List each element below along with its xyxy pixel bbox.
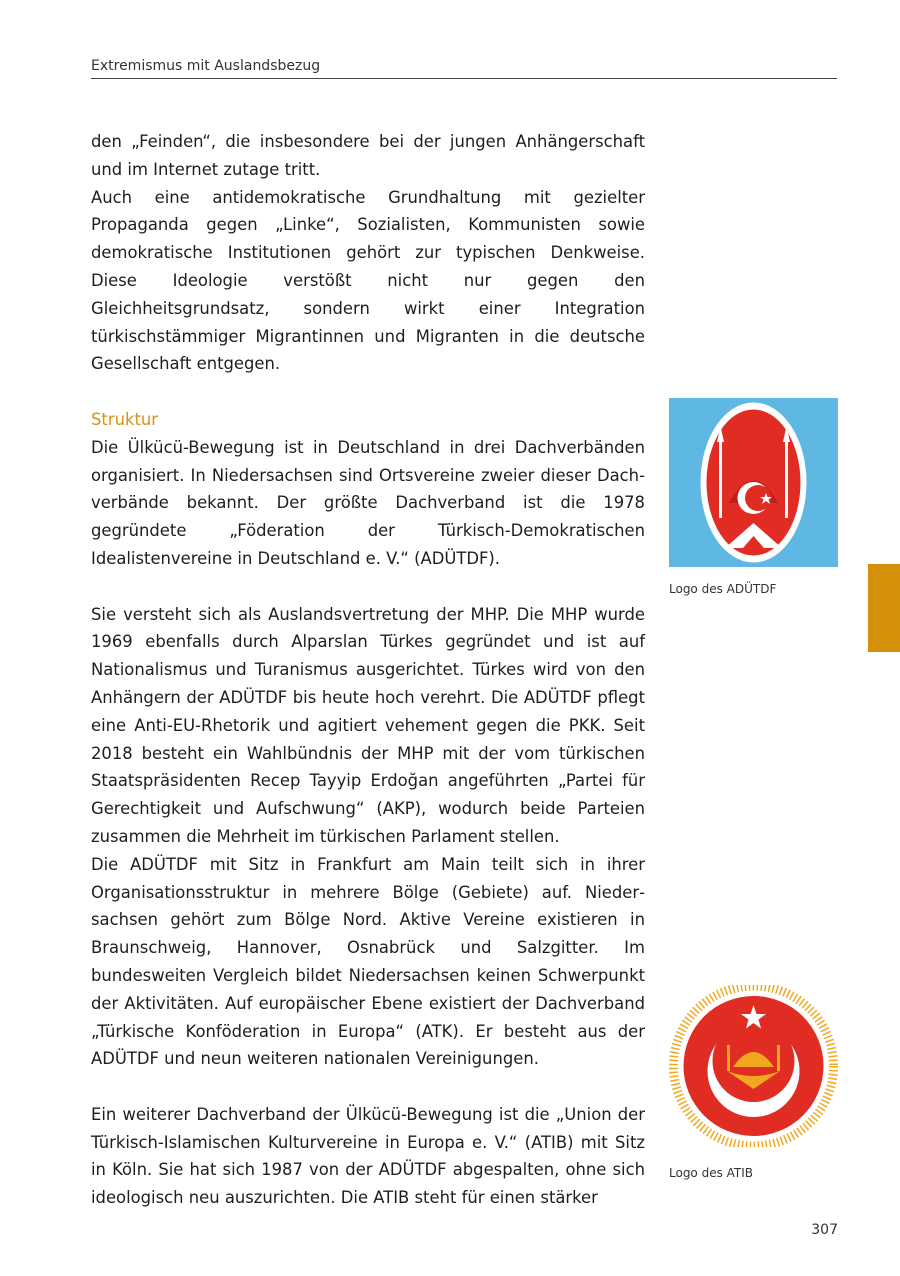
- paragraph-6: Ein weiterer Dachverband der Ülkücü-Bewegung ist die „Union der Türkisch-Islamischen Kulturvereine in Europa e. V.“ (ATIB) mit Sitz in Köln. Sie hat sich 1987 von der ADÜTDF abgespalten, ohne sich ideologisch neu auszurichten. Die ATIB steht für einen stärker: [91, 1104, 645, 1208]
- paragraph-gap: [91, 1073, 645, 1101]
- paragraph-gap: [91, 573, 645, 601]
- paragraph-2: Auch eine antidemokratische Grundhaltung mit gezielter Propaganda gegen „Linke“, Sozialisten, Kommunisten sowie demokratische Institutionen gehört zur typischen Denkweise. Diese Ideologie verstößt nicht nur gegen den Gleichheitsgrundsatz, sondern wirkt einer Integration türkischstämmiger Migrantinnen und Migranten in die deutsche Gesellschaft entgegen.: [91, 187, 645, 374]
- adutdf-logo: [669, 398, 838, 567]
- atib-caption: Logo des ATIB: [669, 1166, 754, 1180]
- paragraph-3: Die Ülkücü-Bewegung ist in Deutschland in drei Dachverbänden organisiert. In Niedersachsen sind Ortsvereine zweier dieser Dachverbände bekannt. Der größte Dachverband ist die 1978 gegründete „Föderation der Türkisch-Demokratischen Idealistenvereine in Deutschland e. V.“ (ADÜTDF).: [91, 437, 645, 568]
- paragraph-4: Sie versteht sich als Auslandsvertretung der MHP. Die MHP wurde 1969 ebenfalls durch Alparslan Türkes gegründet und ist auf Nationalismus und Turanismus ausgerichtet. Türkes wird von den Anhängern der ADÜTDF bis heute hoch verehrt. Die ADÜTDF pflegt eine Anti-EU-Rhetorik und agitiert vehement gegen die PKK. Seit 2018 besteht ein Wahlbündnis der MHP mit der vom türkischen Staatspräsidenten Recep Tayyip Erdoğan angeführten „Partei für Gerechtigkeit und Aufschwung“ (AKP), wodurch beide Parteien zusammen die Mehrheit im türkischen Parlament stellen.: [91, 604, 645, 846]
- paragraph-5: Die ADÜTDF mit Sitz in Frankfurt am Main teilt sich in ihrer Organisationsstruktur in mehrere Bölge (Gebiete) auf. Niedersachsen gehört zum Bölge Nord. Aktive Vereine existieren in Braunschweig, Hannover, Osnabrück und Salzgitter. Im bundesweiten Vergleich bildet Niedersachsen keinen Schwerpunkt der Aktivitäten. Auf europäischer Ebene existiert der Dachverband „Türkische Konföderation in Europa“ (ATK). Er besteht aus der ADÜTDF und neun weiteren nationalen Vereinigungen.: [91, 854, 645, 1069]
- paragraph-gap: [91, 378, 645, 406]
- body-text: [91, 128, 645, 1212]
- adutdf-caption: Logo des ADÜTDF: [669, 582, 777, 596]
- paragraph-1: den „Feinden“, die insbesondere bei der jungen Anhängerschaft und im Internet zutage tritt.: [91, 132, 645, 179]
- atib-logo: [669, 985, 838, 1147]
- running-head: Extremismus mit Auslandsbezug: [91, 58, 837, 79]
- page-number: 307: [811, 1222, 838, 1238]
- section-heading: Struktur: [91, 409, 159, 429]
- chapter-tab: [868, 564, 900, 652]
